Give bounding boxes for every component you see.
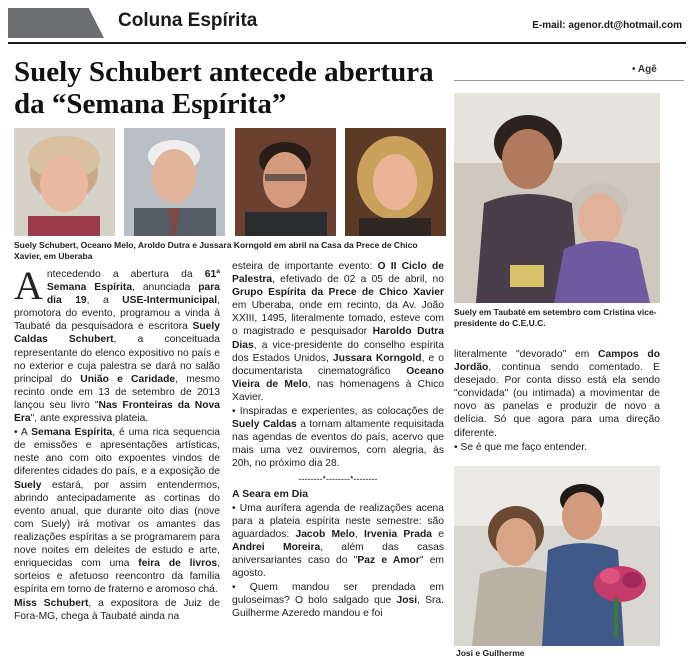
paragraph-ciclo: esteira de importante evento: O II Ciclo de Palestra, efetivado de 02 a 05 de abril, no Grupo Espírita da Prece de Chico Xavier em Uberaba, onde em recinto, da Av. João XXIII, 1495, literalmente tomado, esteve com o magistrado e pesquisador Haroldo Dutra Dias, a vice-presidente do conselho espírita dos Estados Unidos, Jussara Korngold, e o documentarista cinematográfico Oceano Vieira de Melo, nas homenagens à Chico Xavier. bbox=[232, 261, 445, 403]
article-headline: Suely Schubert antecede abertura da “Semana Espírita” bbox=[14, 56, 434, 120]
paragraph-entender: • Se é que me faço entender. bbox=[454, 441, 587, 453]
drop-cap: A bbox=[14, 263, 43, 308]
article-byline: • Agê bbox=[632, 64, 657, 75]
subhead-seara: A Seara em Dia bbox=[232, 487, 309, 500]
photo-suely-schubert bbox=[14, 128, 115, 236]
section-title: Coluna Espírita bbox=[118, 10, 258, 31]
photo-josi-guilherme bbox=[454, 466, 660, 646]
section-header bbox=[0, 0, 694, 42]
side-photo-1-caption: Suely em Taubaté em setembro com Cristina vice-presidente do C.E.U.C. bbox=[454, 307, 657, 328]
header-tab-shape bbox=[8, 8, 104, 38]
article-column-2 bbox=[232, 260, 444, 622]
article-column-3 bbox=[454, 348, 660, 455]
photo-suely-taubate bbox=[454, 93, 660, 303]
author-email[interactable]: E-mail: agenor.dt@hotmail.com bbox=[532, 20, 682, 31]
header-divider bbox=[8, 42, 686, 44]
byline-divider bbox=[454, 80, 684, 81]
paragraph-agenda: • Uma aurífera agenda de realizações acena para a plateia espírita neste semestre: são aguardados: Jacob Melo, Irvenia Prada e Andrei Moreira, além das casas aniversariantes caso do "Paz e Amor" em agosto. bbox=[232, 502, 444, 580]
side-photo-2-caption: Josi e Guilherme bbox=[456, 648, 525, 658]
photo-aroldo-dutra bbox=[235, 128, 336, 236]
paragraph-intro: Antecedendo a abertura da 61ª Semana Espírita, anunciada para dia 19, a USE-Intermunicipal, promotora do evento, programou a vinda à Taubaté da pesquisadora e escritora Suely Caldas Schubert, a conceituada representante do elenco expositivo no país e no exterior e cuja palestra se dará no salão principal do União e Caridade, mesmo recinto onde em 13 de setembro de 2013 lançou seu livro "Nas Fronteiras da Nova Era", ante expressiva plateia. bbox=[14, 263, 221, 425]
paragraph-guloseimas: • Quem mandou ser prendada em guloseimas? O bolo salgado que Josi, Sra. Guilherme Azeredo mandou e foi bbox=[232, 582, 445, 620]
photo-oceano-melo bbox=[124, 128, 225, 236]
article-column-1 bbox=[14, 263, 221, 625]
photo-strip-caption: Suely Schubert, Oceano Melo, Aroldo Dutra e Jussara Korngold em abril na Casa da Prece de Chico Xavier, em Uberaba bbox=[14, 240, 418, 261]
paragraph-devorado: literalmente "devorado" em Campos do Jordão, continua sendo comentado. E desejado. Por conta disso está ela sendo "convidada" (ou intimada) a movimentar de novo as panelas e produzir de novo a delícia. Só que agora para uma direção diferente. bbox=[454, 349, 660, 439]
paragraph-inspiradas: • Inspiradas e experientes, as colocações de Suely Caldas a tornam altamente requisitada nas agendas de eventos do país, acervo que mais uma vez ouviremos, com alegria, às 20h, no próximo dia 28. bbox=[232, 406, 444, 470]
paragraph-semana: • A Semana Espírita, é uma rica sequencia de emissões e apresentações artísticas, neste ano com oito expoentes vindos de diferentes cidades do país, e a exposição de Suely estará, por assim entendermos, abrindo antecipadamente as cortinas do evento anual, que durante oito dias (nove com Suely) irá motivar os amantes das realizações espíritas a se programarem para nove noites em deleites de estudo e arte, enriquecidas com uma feira de livros, sorteios e afetuoso reencontro da família espírita em torno de fraterno e aromoso chá. bbox=[14, 427, 220, 596]
paragraph-miss-schubert: Miss Schubert, a expositora de Juiz de Fora-MG, chega à Taubaté ainda na bbox=[14, 598, 220, 623]
photo-jussara-korngold bbox=[345, 128, 446, 236]
portrait-photo-strip bbox=[14, 128, 446, 236]
section-divider: --------*--------*-------- bbox=[298, 473, 378, 484]
